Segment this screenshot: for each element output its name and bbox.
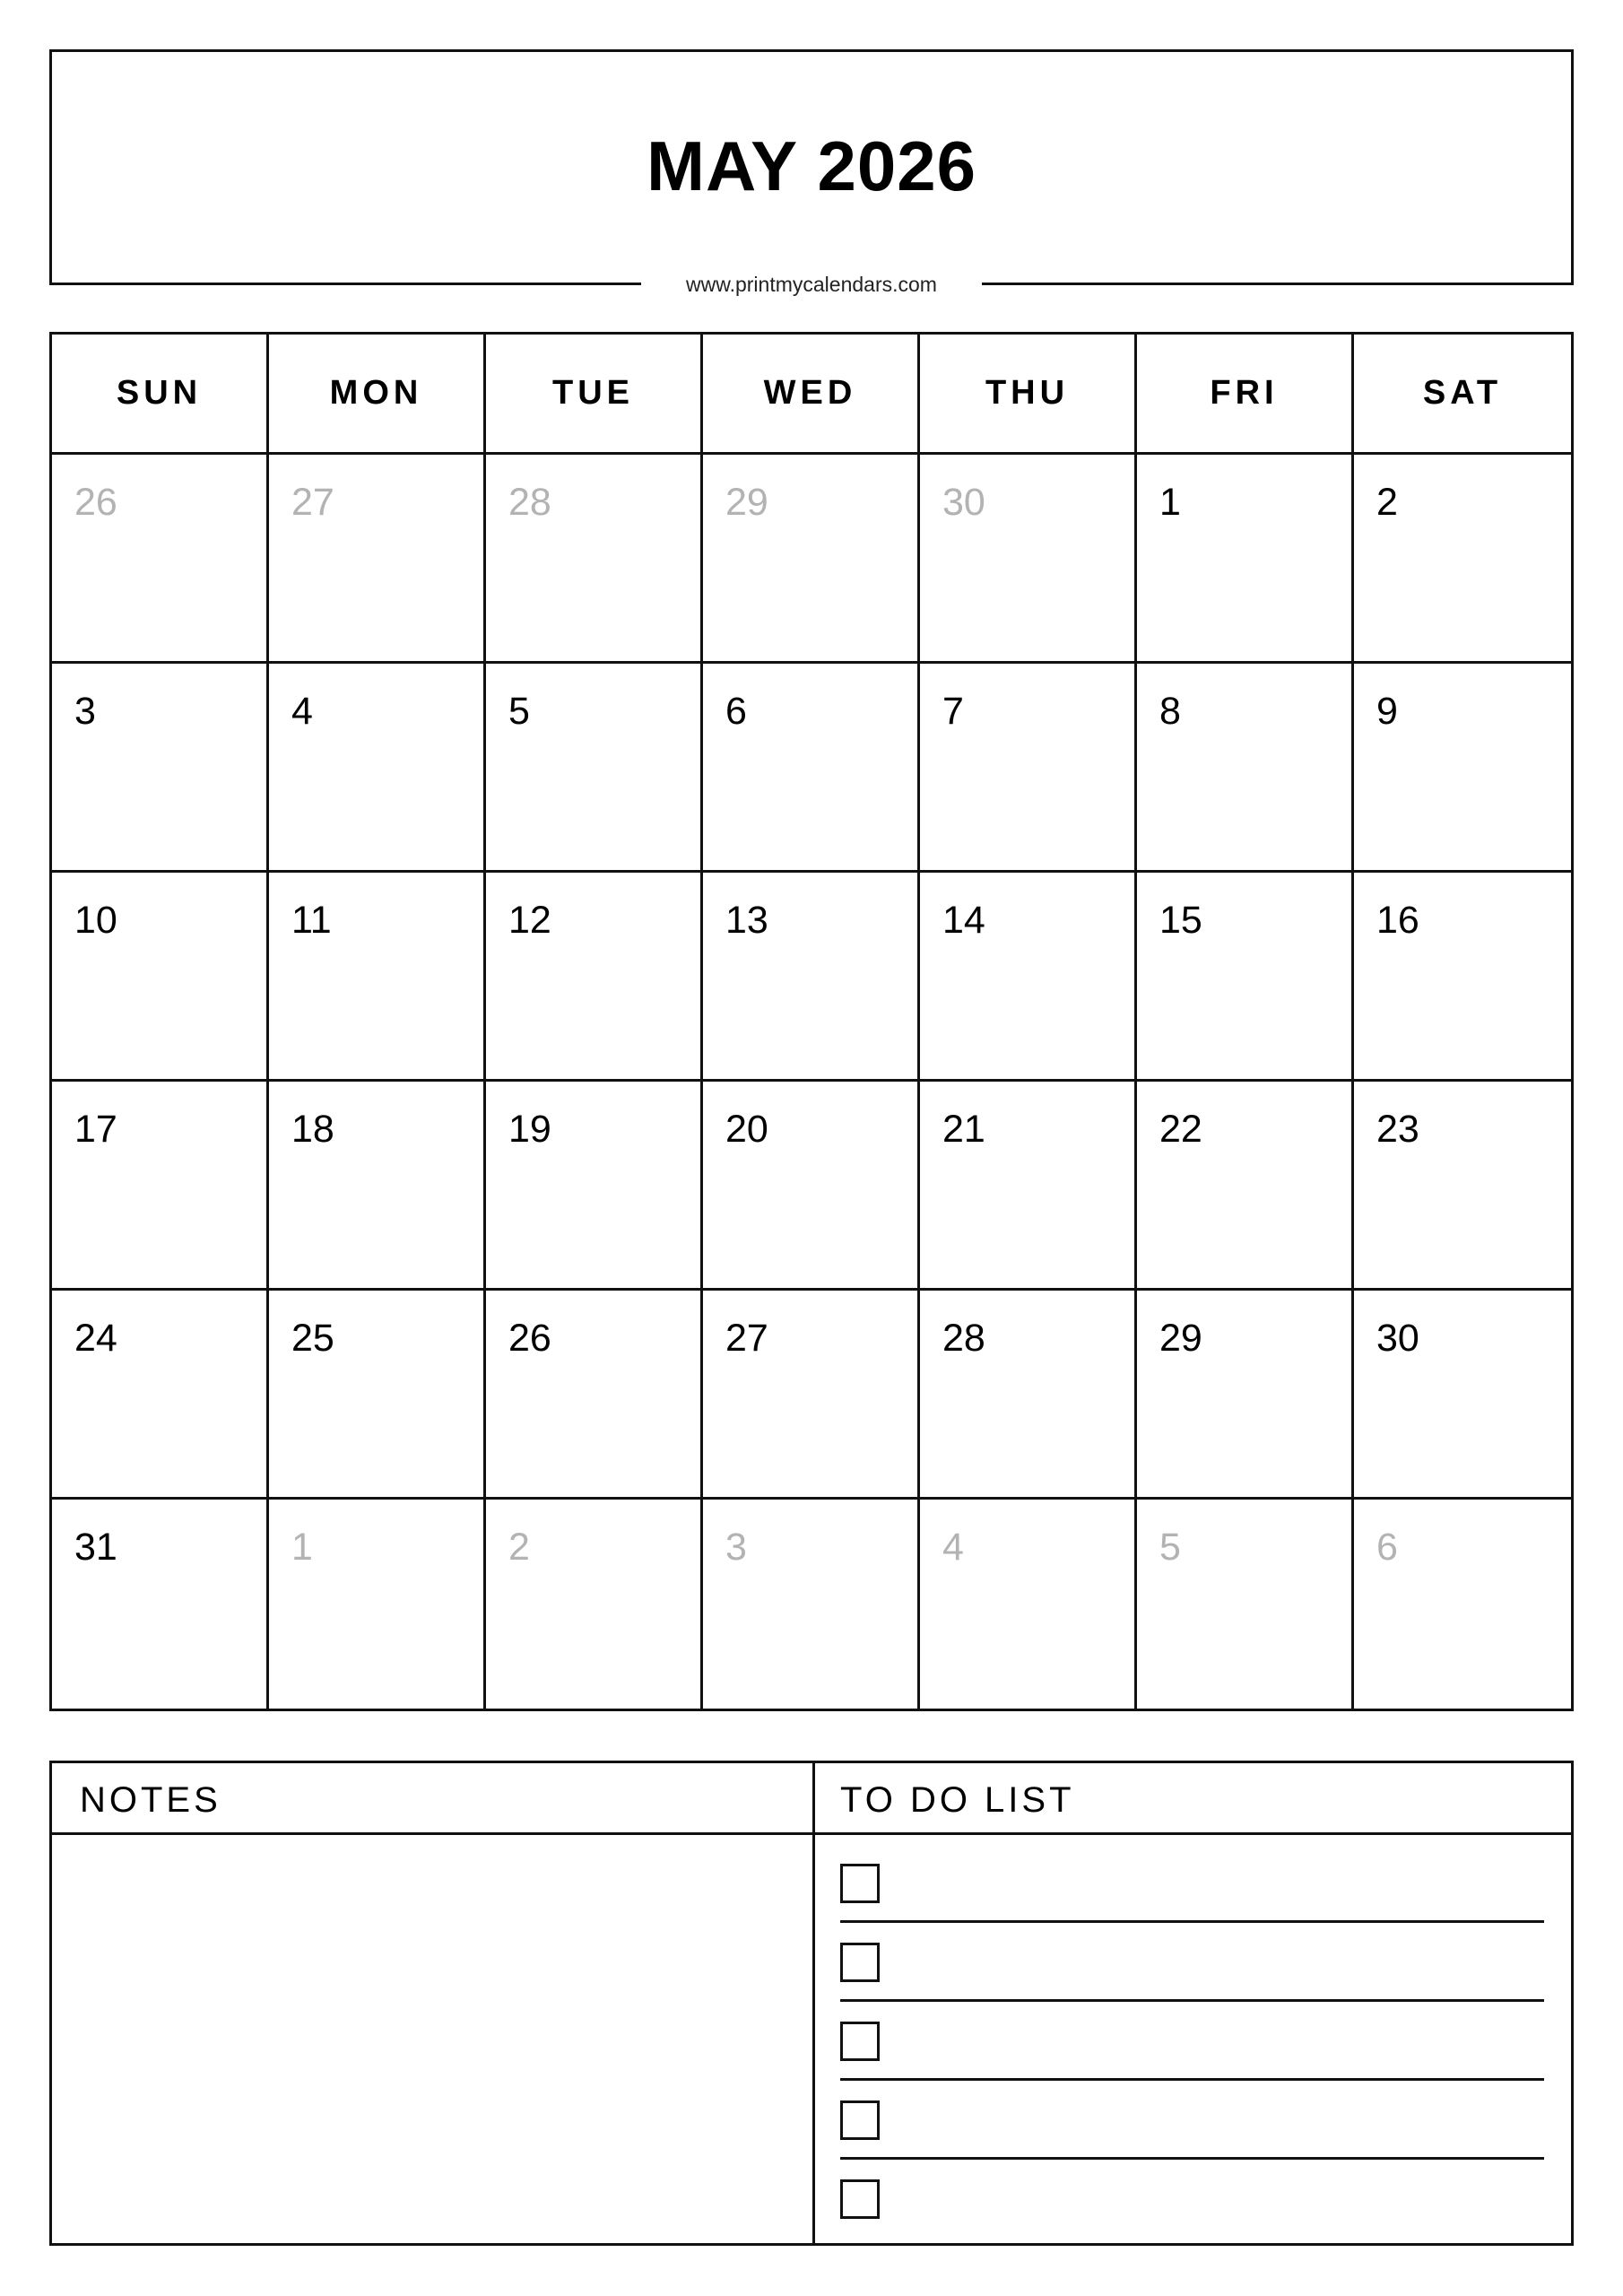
day-cell[interactable] bbox=[486, 873, 703, 1082]
title-box-bottom-border-left bbox=[49, 283, 641, 285]
weekday-header-tue: TUE bbox=[486, 335, 703, 455]
day-cell[interactable] bbox=[269, 455, 486, 664]
day-number-outside-month: 6 bbox=[1376, 1526, 1398, 1569]
page-title: MAY 2026 bbox=[647, 126, 976, 205]
day-number: 30 bbox=[1376, 1317, 1419, 1360]
day-number: 7 bbox=[942, 690, 964, 733]
day-cell[interactable] bbox=[920, 1291, 1137, 1500]
day-cell[interactable] bbox=[486, 1291, 703, 1500]
day-number-outside-month: 28 bbox=[508, 481, 551, 524]
calendar-grid bbox=[49, 332, 1574, 1711]
day-number: 15 bbox=[1159, 899, 1202, 942]
day-number: 21 bbox=[942, 1108, 985, 1151]
day-cell[interactable] bbox=[920, 664, 1137, 873]
day-cell[interactable] bbox=[1137, 664, 1354, 873]
day-number: 26 bbox=[508, 1317, 551, 1360]
weekday-header-mon: MON bbox=[269, 335, 486, 455]
day-number: 17 bbox=[74, 1108, 117, 1151]
day-cell[interactable] bbox=[1137, 873, 1354, 1082]
todo-item bbox=[840, 2022, 1544, 2100]
day-cell[interactable] bbox=[1137, 1082, 1354, 1291]
todo-item bbox=[840, 2100, 1544, 2179]
day-number-outside-month: 29 bbox=[725, 481, 768, 524]
todo-writing-line[interactable] bbox=[840, 2078, 1544, 2081]
todo-label: TO DO LIST bbox=[840, 1780, 1075, 1820]
todo-writing-line[interactable] bbox=[840, 1999, 1544, 2002]
todo-checkbox[interactable] bbox=[840, 1864, 880, 1903]
day-number-outside-month: 26 bbox=[74, 481, 117, 524]
day-number: 23 bbox=[1376, 1108, 1419, 1151]
day-cell[interactable] bbox=[703, 873, 920, 1082]
weekday-header-wed: WED bbox=[703, 335, 920, 455]
day-cell[interactable] bbox=[1354, 455, 1571, 664]
day-cell[interactable] bbox=[920, 455, 1137, 664]
day-cell[interactable] bbox=[52, 873, 269, 1082]
day-cell[interactable] bbox=[703, 1500, 920, 1709]
day-cell[interactable] bbox=[703, 664, 920, 873]
todo-checkbox[interactable] bbox=[840, 2100, 880, 2140]
day-number: 12 bbox=[508, 899, 551, 942]
weekday-header-sat: SAT bbox=[1354, 335, 1571, 455]
day-number: 31 bbox=[74, 1526, 117, 1569]
day-number-outside-month: 2 bbox=[508, 1526, 530, 1569]
todo-checkbox[interactable] bbox=[840, 2179, 880, 2219]
day-cell[interactable] bbox=[486, 455, 703, 664]
day-number: 14 bbox=[942, 899, 985, 942]
day-number-outside-month: 4 bbox=[942, 1526, 964, 1569]
day-cell[interactable] bbox=[52, 1082, 269, 1291]
todo-item bbox=[840, 1943, 1544, 2022]
day-cell[interactable] bbox=[920, 1082, 1137, 1291]
todo-item bbox=[840, 1864, 1544, 1943]
day-number-outside-month: 1 bbox=[291, 1526, 313, 1569]
day-cell[interactable] bbox=[920, 1500, 1137, 1709]
day-number: 5 bbox=[508, 690, 530, 733]
day-number-outside-month: 27 bbox=[291, 481, 334, 524]
day-cell[interactable] bbox=[269, 1291, 486, 1500]
weekday-header-sun: SUN bbox=[52, 335, 269, 455]
day-cell[interactable] bbox=[486, 1500, 703, 1709]
todo-writing-line[interactable] bbox=[840, 2157, 1544, 2160]
day-number: 29 bbox=[1159, 1317, 1202, 1360]
day-cell[interactable] bbox=[1354, 1291, 1571, 1500]
day-number: 25 bbox=[291, 1317, 334, 1360]
notes-todo-divider bbox=[812, 1763, 815, 2243]
day-number: 19 bbox=[508, 1108, 551, 1151]
day-cell[interactable] bbox=[920, 873, 1137, 1082]
day-number-outside-month: 5 bbox=[1159, 1526, 1181, 1569]
day-number: 27 bbox=[725, 1317, 768, 1360]
day-number: 16 bbox=[1376, 899, 1419, 942]
title-box-bottom-border-right bbox=[982, 283, 1574, 285]
day-cell[interactable] bbox=[52, 1291, 269, 1500]
day-cell[interactable] bbox=[1354, 1500, 1571, 1709]
day-number-outside-month: 3 bbox=[725, 1526, 747, 1569]
website-link[interactable]: www.printmycalendars.com bbox=[686, 273, 937, 296]
day-number: 10 bbox=[74, 899, 117, 942]
day-cell[interactable] bbox=[703, 455, 920, 664]
day-number: 24 bbox=[74, 1317, 117, 1360]
day-cell[interactable] bbox=[1137, 1500, 1354, 1709]
day-cell[interactable] bbox=[1354, 873, 1571, 1082]
day-number: 20 bbox=[725, 1108, 768, 1151]
day-number: 11 bbox=[291, 899, 332, 942]
day-cell[interactable] bbox=[486, 1082, 703, 1291]
day-number: 13 bbox=[725, 899, 768, 942]
notes-label: NOTES bbox=[80, 1780, 221, 1820]
weekday-header-fri: FRI bbox=[1137, 335, 1354, 455]
day-number: 18 bbox=[291, 1108, 334, 1151]
day-cell[interactable] bbox=[1137, 1291, 1354, 1500]
day-cell[interactable] bbox=[52, 455, 269, 664]
day-cell[interactable] bbox=[1137, 455, 1354, 664]
day-cell[interactable] bbox=[269, 664, 486, 873]
day-cell[interactable] bbox=[486, 664, 703, 873]
day-cell[interactable] bbox=[703, 1291, 920, 1500]
todo-item bbox=[840, 2179, 1544, 2258]
day-cell[interactable] bbox=[1354, 1082, 1571, 1291]
day-cell[interactable] bbox=[269, 873, 486, 1082]
day-cell[interactable] bbox=[52, 1500, 269, 1709]
day-cell[interactable] bbox=[1354, 664, 1571, 873]
todo-checkbox[interactable] bbox=[840, 1943, 880, 1982]
day-number: 3 bbox=[74, 690, 96, 733]
day-number: 1 bbox=[1159, 481, 1181, 524]
day-number: 4 bbox=[291, 690, 313, 733]
day-number: 8 bbox=[1159, 690, 1181, 733]
day-number: 9 bbox=[1376, 690, 1398, 733]
day-cell[interactable] bbox=[52, 664, 269, 873]
day-cell[interactable] bbox=[269, 1082, 486, 1291]
weekday-header-thu: THU bbox=[920, 335, 1137, 455]
day-number: 6 bbox=[725, 690, 747, 733]
day-number: 28 bbox=[942, 1317, 985, 1360]
day-cell[interactable] bbox=[269, 1500, 486, 1709]
day-cell[interactable] bbox=[703, 1082, 920, 1291]
todo-checkbox[interactable] bbox=[840, 2022, 880, 2061]
day-number: 22 bbox=[1159, 1108, 1202, 1151]
todo-writing-line[interactable] bbox=[840, 1920, 1544, 1923]
notes-todo-box bbox=[49, 1761, 1574, 2246]
day-number-outside-month: 30 bbox=[942, 481, 985, 524]
day-number: 2 bbox=[1376, 481, 1398, 524]
notes-area[interactable] bbox=[52, 1835, 812, 2243]
